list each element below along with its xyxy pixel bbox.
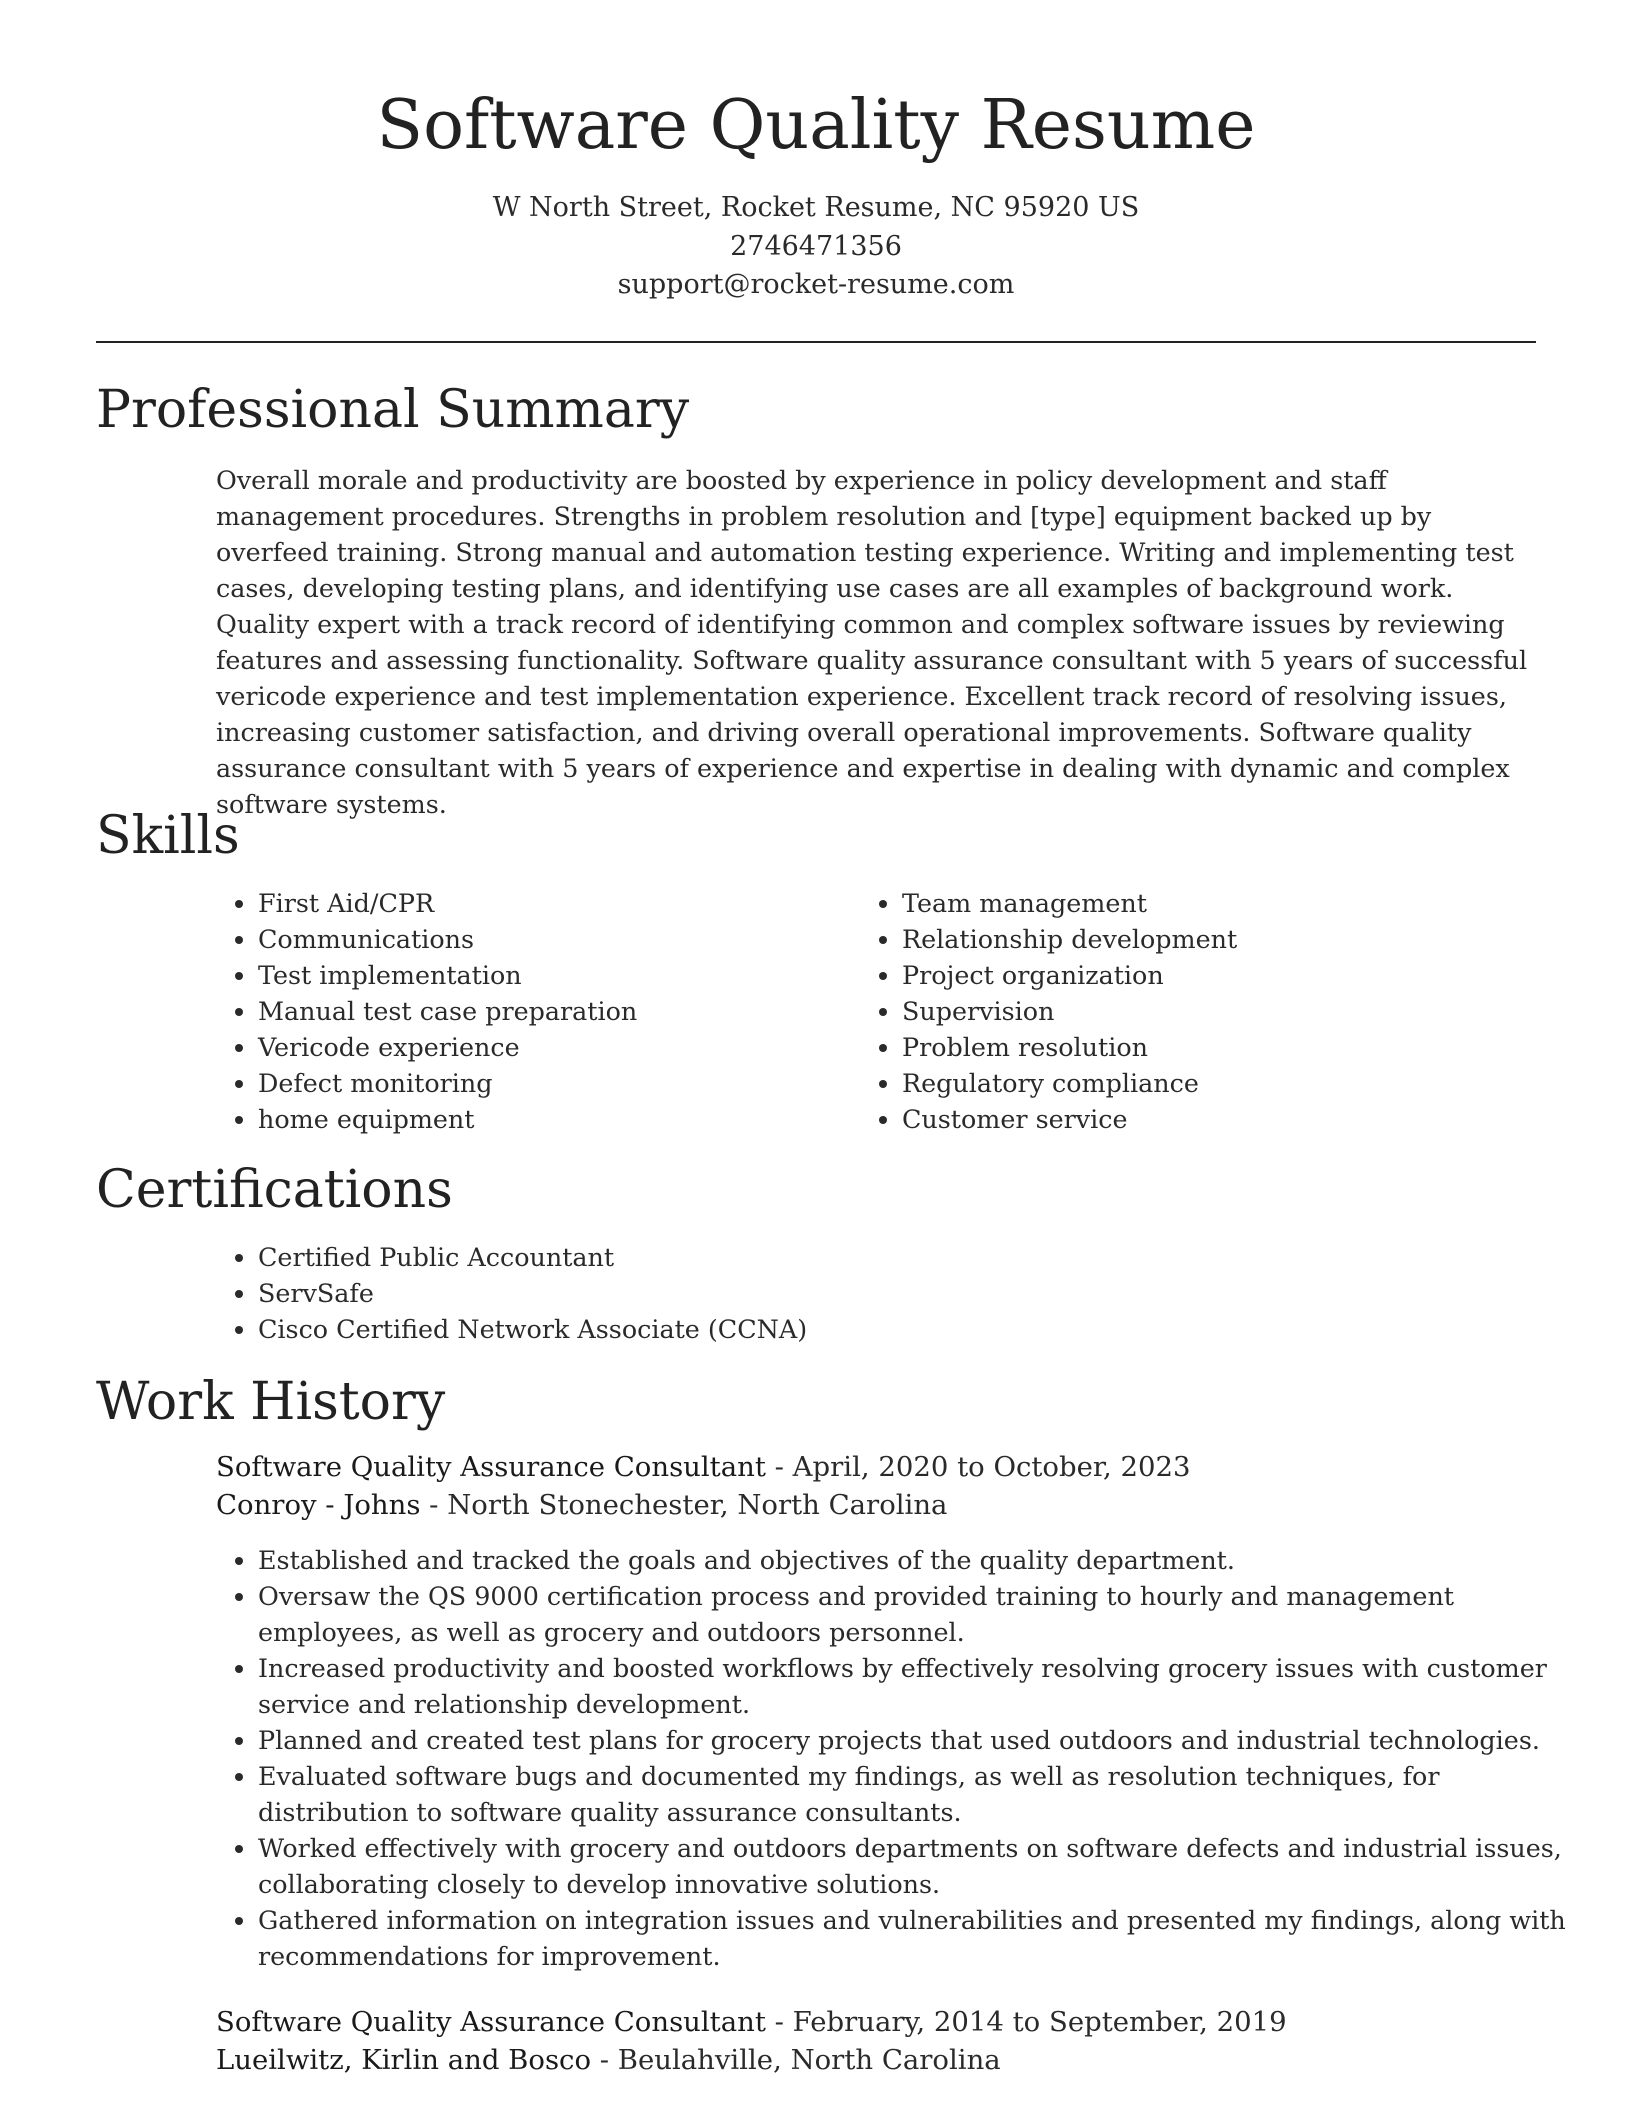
list-item: • Established and tracked the goals and objectives of the quality department.	[258, 1542, 1580, 1578]
summary-heading: Professional Summary	[96, 380, 690, 440]
work-history-heading: Work History	[96, 1372, 446, 1432]
contact-phone: 2746471356	[730, 231, 902, 262]
job-title: Software Quality Assurance Consultant	[216, 1451, 766, 1483]
list-item: • home equipment	[258, 1101, 818, 1137]
job-dates: - February, 2014 to September, 2019	[765, 2006, 1287, 2038]
job-company: Conroy - Johns	[216, 1489, 421, 1521]
summary-text: Overall morale and productivity are boosted by experience in policy development and staff management procedures. Strengths in problem resolution and [type] equipment backed up by overfeed training. Strong manual and automation testing experience. Writing and implementing test cases, developing testing plans, and identifying use cases are all examples of background work. Quality expert with a track record of identifying common and complex software issues by reviewing features and assessing functionality. Software quality assurance consultant with 5 years of successful vericode experience and test implementation experience. Excellent track record of resolving issues, increasing customer satisfaction, and driving overall operational improvements. Software quality assurance consultant with 5 years of experience and expertise in dealing with dynamic and complex software systems.	[216, 465, 1528, 819]
job-title-line	[216, 1448, 1536, 1486]
list-item: • Defect monitoring	[258, 1065, 818, 1101]
list-item: • Planned and created test plans for grocery projects that used outdoors and industrial technologies.	[258, 1722, 1580, 1758]
skills-list-right	[858, 885, 1522, 1137]
skills-heading: Skills	[96, 806, 240, 866]
job-location: - North Stonechester, North Carolina	[420, 1489, 948, 1521]
job-company: Lueilwitz, Kirlin and Bosco	[216, 2044, 592, 2076]
list-item: • Project organization	[902, 957, 1522, 993]
job-bullets	[214, 1542, 1580, 1974]
list-item: • Communications	[258, 921, 818, 957]
list-item: • ServSafe	[258, 1275, 1458, 1311]
job-location: - Beulahville, North Carolina	[591, 2044, 1001, 2076]
list-item: • Manual test case preparation	[258, 993, 818, 1029]
contact-email: support@rocket-resume.com	[617, 269, 1015, 300]
list-item: • Regulatory compliance	[902, 1065, 1522, 1101]
job-company-line	[216, 1486, 1536, 1524]
certifications-heading: Certifications	[96, 1160, 453, 1220]
resume-title: Software Quality Resume	[376, 86, 1256, 165]
header-divider	[96, 341, 1536, 343]
skills-list-left	[214, 885, 818, 1137]
list-item: • Supervision	[902, 993, 1522, 1029]
list-item: • Gathered information on integration issues and vulnerabilities and presented my findings, along with recommendations for improvement.	[258, 1902, 1580, 1974]
job-dates: - April, 2020 to October, 2023	[765, 1451, 1191, 1483]
list-item: • Problem resolution	[902, 1029, 1522, 1065]
list-item: • Team management	[902, 885, 1522, 921]
list-item: • Relationship development	[902, 921, 1522, 957]
job-title-line	[216, 2003, 1536, 2041]
list-item: • Increased productivity and boosted workflows by effectively resolving grocery issues with customer service and relationship development.	[258, 1650, 1580, 1722]
contact-address: W North Street, Rocket Resume, NC 95920 US	[492, 192, 1140, 223]
list-item: • Cisco Certified Network Associate (CCNA)	[258, 1311, 1458, 1347]
list-item: • Test implementation	[258, 957, 818, 993]
list-item: • Worked effectively with grocery and outdoors departments on software defects and industrial issues, collaborating closely to develop innovative solutions.	[258, 1830, 1580, 1902]
list-item: • Vericode experience	[258, 1029, 818, 1065]
list-item: • Customer service	[902, 1101, 1522, 1137]
certifications-list	[214, 1239, 1458, 1347]
list-item: • First Aid/CPR	[258, 885, 818, 921]
list-item: • Certified Public Accountant	[258, 1239, 1458, 1275]
list-item: • Oversaw the QS 9000 certification process and provided training to hourly and management employees, as well as grocery and outdoors personnel.	[258, 1578, 1580, 1650]
job-company-line	[216, 2041, 1536, 2079]
list-item: • Evaluated software bugs and documented my findings, as well as resolution techniques, for distribution to software quality assurance consultants.	[258, 1758, 1580, 1830]
job-title: Software Quality Assurance Consultant	[216, 2006, 766, 2038]
